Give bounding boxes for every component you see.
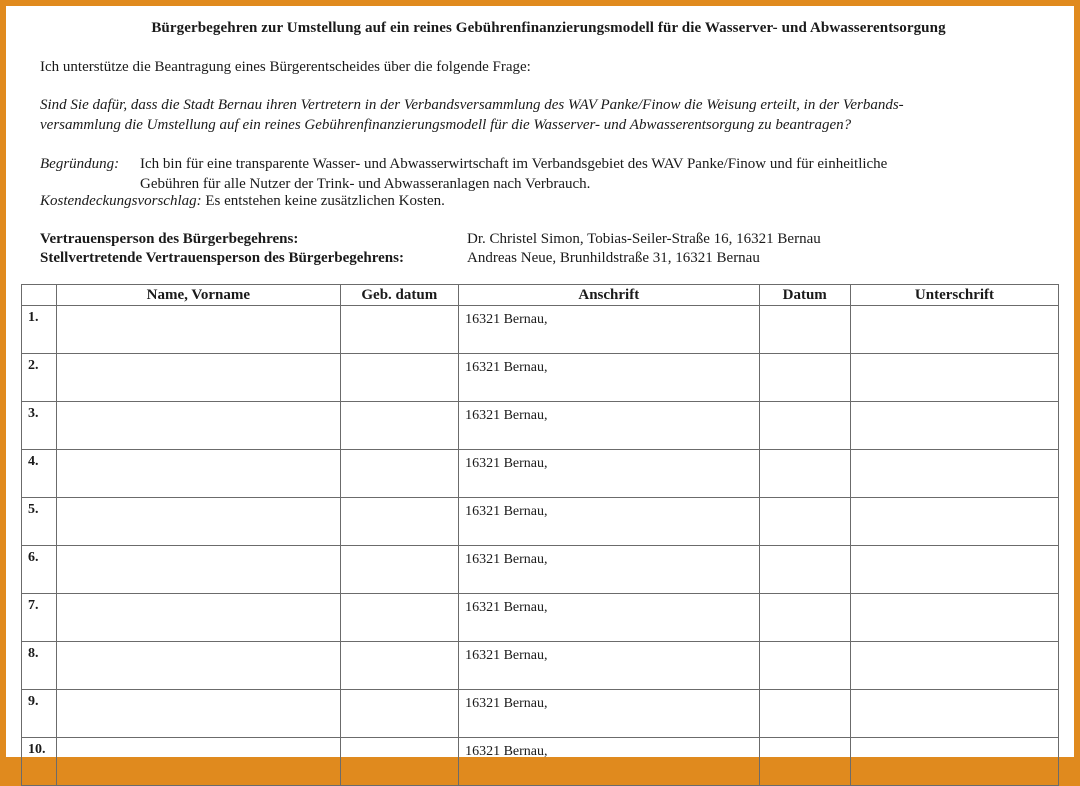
deputy-trust-person-label: Stellvertretende Vertrauensperson des Bürgerbegehrens: [40,250,404,266]
header-signature: Unterschrift [850,285,1058,306]
signature-cell[interactable] [850,690,1058,738]
row-number: 8. [22,642,57,690]
deputy-trust-person-value: Andreas Neue, Brunhildstraße 31, 16321 Bernau [467,250,760,266]
date-cell[interactable] [759,498,850,546]
table-row [22,498,1059,546]
signature-cell[interactable] [850,306,1058,354]
justification-label: Begründung: [40,156,120,172]
header-name: Name, Vorname [57,285,340,306]
birthdate-cell[interactable] [340,594,459,642]
date-cell[interactable] [759,306,850,354]
document-title: Bürgerbegehren zur Umstellung auf ein reines Gebührenfinanzierungsmodell für die Wasserver- und Abwasserentsorgung [151,20,946,36]
question-line: Sind Sie dafür, dass die Stadt Bernau ihren Vertretern in der Verbandsversammlung des WAV Panke/Finow die Weisung erteilt, in der Verbands- [40,97,904,113]
trust-person-value: Dr. Christel Simon, Tobias-Seiler-Straße 16, 16321 Bernau [467,231,821,247]
address-cell[interactable]: 16321 Bernau, [459,690,759,738]
name-cell[interactable] [57,546,340,594]
name-cell[interactable] [57,498,340,546]
header-birthdate: Geb. datum [340,285,459,306]
signature-cell[interactable] [850,402,1058,450]
petition-question [40,95,1040,135]
table-row [22,450,1059,498]
table-row [22,738,1059,786]
row-number: 7. [22,594,57,642]
row-number: 3. [22,402,57,450]
date-cell[interactable] [759,450,850,498]
signature-cell[interactable] [850,546,1058,594]
signature-cell[interactable] [850,450,1058,498]
date-cell[interactable] [759,690,850,738]
birthdate-cell[interactable] [340,642,459,690]
birthdate-cell[interactable] [340,354,459,402]
signature-table [21,284,1059,786]
name-cell[interactable] [57,450,340,498]
name-cell[interactable] [57,738,340,786]
name-cell[interactable] [57,594,340,642]
row-number: 10. [22,738,57,786]
date-cell[interactable] [759,402,850,450]
date-cell[interactable] [759,594,850,642]
address-cell[interactable]: 16321 Bernau, [459,738,759,786]
address-cell[interactable]: 16321 Bernau, [459,450,759,498]
birthdate-cell[interactable] [340,498,459,546]
address-cell[interactable]: 16321 Bernau, [459,546,759,594]
cost-proposal [40,193,445,210]
address-cell[interactable]: 16321 Bernau, [459,354,759,402]
row-number: 4. [22,450,57,498]
row-number: 1. [22,306,57,354]
name-cell[interactable] [57,354,340,402]
address-cell[interactable]: 16321 Bernau, [459,498,759,546]
trust-person [40,231,821,248]
birthdate-cell[interactable] [340,546,459,594]
address-cell[interactable]: 16321 Bernau, [459,642,759,690]
birthdate-cell[interactable] [340,738,459,786]
name-cell[interactable] [57,642,340,690]
cost-proposal-text: Es entstehen keine zusätzlichen Kosten. [201,193,445,209]
row-number: 2. [22,354,57,402]
petition-sheet [6,6,1074,757]
signature-cell[interactable] [850,354,1058,402]
justification-text: Ich bin für eine transparente Wasser- und Abwasserwirtschaft im Verbandsgebiet des WAV Panke/Finow und für einheitliche [140,156,888,172]
birthdate-cell[interactable] [340,450,459,498]
row-number: 5. [22,498,57,546]
cost-proposal-label: Kostendeckungsvorschlag: [40,193,202,209]
table-row [22,354,1059,402]
table-row [22,306,1059,354]
deputy-trust-person [40,250,760,267]
address-cell[interactable]: 16321 Bernau, [459,306,759,354]
name-cell[interactable] [57,402,340,450]
justification-text: Gebühren für alle Nutzer der Trink- und Abwasseranlagen nach Verbrauch. [140,176,591,192]
name-cell[interactable] [57,690,340,738]
header-address: Anschrift [459,285,759,306]
date-cell[interactable] [759,738,850,786]
name-cell[interactable] [57,306,340,354]
table-row [22,690,1059,738]
birthdate-cell[interactable] [340,306,459,354]
justification [40,154,1040,194]
header-number [22,285,57,306]
birthdate-cell[interactable] [340,690,459,738]
row-number: 9. [22,690,57,738]
table-row [22,402,1059,450]
intro-text: Ich unterstütze die Beantragung eines Bürgerentscheides über die folgende Frage: [40,59,531,75]
question-line: versammlung die Umstellung auf ein reines Gebührenfinanzierungsmodell für die Wasserver- und Abwasserentsorgung zu beantragen? [40,117,852,133]
date-cell[interactable] [759,642,850,690]
header-date: Datum [759,285,850,306]
row-number: 6. [22,546,57,594]
signature-cell[interactable] [850,594,1058,642]
signature-cell[interactable] [850,642,1058,690]
birthdate-cell[interactable] [340,402,459,450]
date-cell[interactable] [759,546,850,594]
trust-person-label: Vertrauensperson des Bürgerbegehrens: [40,231,299,247]
table-row [22,594,1059,642]
table-row [22,642,1059,690]
signature-cell[interactable] [850,498,1058,546]
date-cell[interactable] [759,354,850,402]
address-cell[interactable]: 16321 Bernau, [459,594,759,642]
address-cell[interactable]: 16321 Bernau, [459,402,759,450]
table-row [22,546,1059,594]
table-header-row [22,285,1059,306]
signature-cell[interactable] [850,738,1058,786]
